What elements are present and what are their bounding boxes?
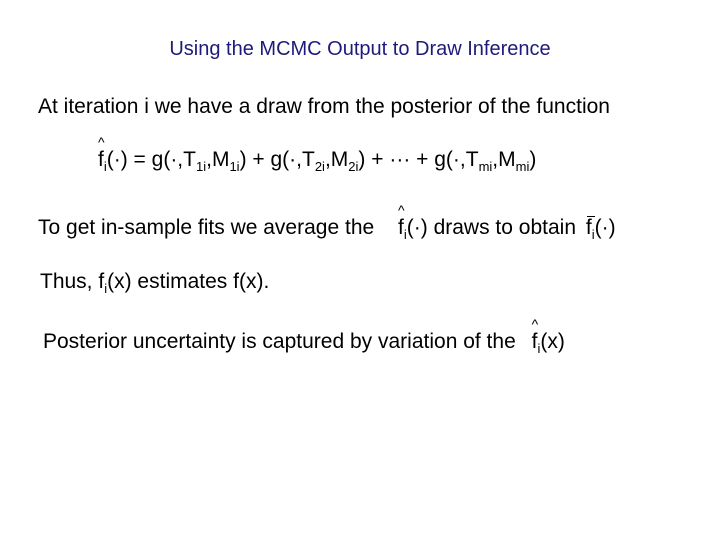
- f-hat: ^ f: [98, 148, 104, 172]
- slide-title: Using the MCMC Output to Draw Inference: [169, 38, 551, 60]
- f-hat: ^ f: [398, 216, 404, 240]
- f-bar: f: [585, 216, 592, 239]
- f-symbol: f: [98, 270, 105, 293]
- in-sample-fits-line: To get in-sample fits we average the ^ $f_i(\cdot)$ draws to obtain $f_i(\cdot)$: [38, 216, 616, 242]
- uncertainty-line: Posterior uncertainty is captured by variation of the ^ $f_i(x)$: [43, 330, 565, 356]
- statement-line: At iteration i we have a draw from the posterior of the function: [38, 95, 610, 118]
- estimate-line: Thus, $f_i(x)$ estimates f(x).: [40, 270, 270, 296]
- posterior-draw-formula: ^ $f_i(\cdot) = g(\cdot,T_{1i},M_{1i}) + g(\cdot,T_{2i},M_{2i})$ + ··· + $g(\cdot,T_{mi},M_{mi})$: [98, 148, 536, 174]
- f-hat: ^ f: [532, 330, 538, 354]
